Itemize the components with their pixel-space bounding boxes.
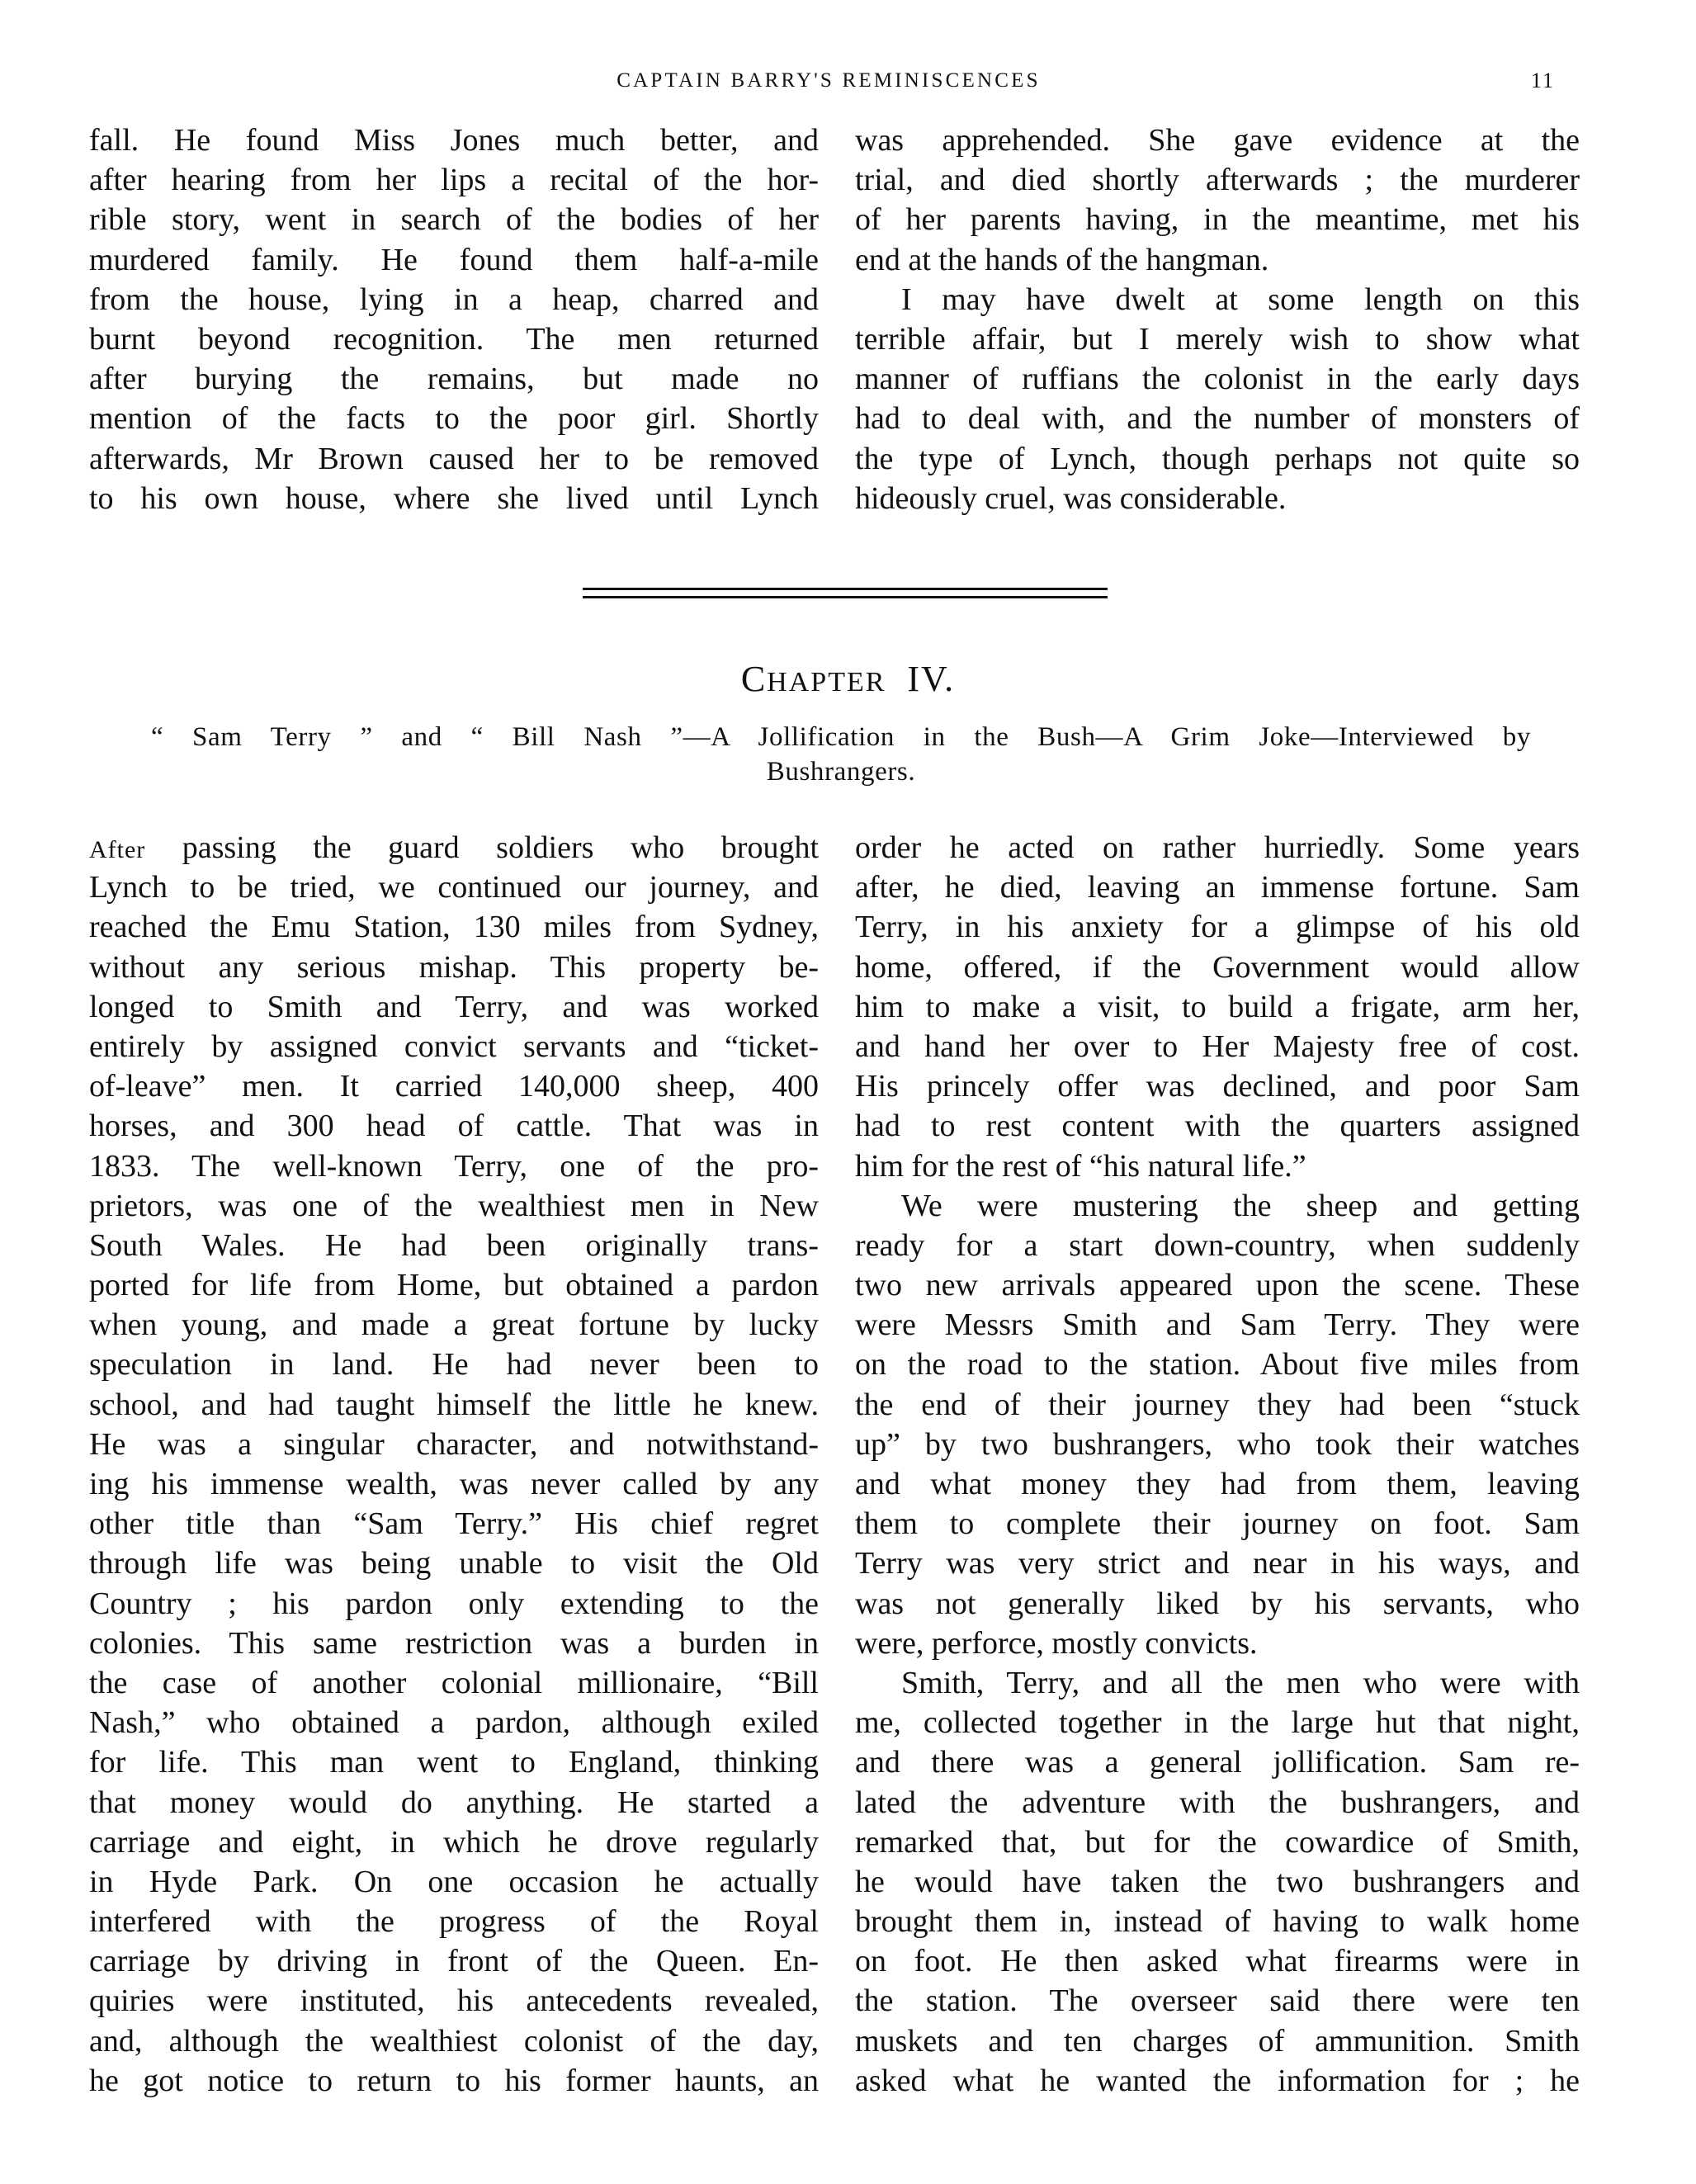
text-line-opening [89, 828, 819, 867]
text-line: was not generally liked by his servants, who [855, 1586, 1580, 1621]
text-line: carriage and eight, in which he drove regularly [89, 1824, 819, 1860]
text-line: ported for life from Home, but obtained a pardon [89, 1268, 819, 1303]
text-line: brought them in, instead of having to walk home [855, 1904, 1580, 1940]
text-line: up” by two bushrangers, who took their watches [855, 1426, 1580, 1462]
chapter-left-column [89, 828, 819, 2101]
text-line: that money would do anything. He started a [89, 1785, 819, 1820]
chapter-subtitle-line: Bushrangers. [766, 757, 916, 787]
text-line: horses, and 300 head of cattle. That was in [89, 1109, 819, 1144]
section-divider-rule [583, 588, 1108, 590]
text-line: speculation in land. He had never been to [89, 1347, 819, 1383]
text-line: were, perforce, mostly convicts. [855, 1625, 1258, 1661]
text-line: were Messrs Smith and Sam Terry. They were [855, 1307, 1580, 1343]
text-line: and, although the wealthiest colonist of the day, [89, 2023, 819, 2059]
text-line: ing his immense wealth, was never called by any [89, 1467, 819, 1501]
text-line: South Wales. He had been originally trans- [89, 1227, 819, 1263]
text-line: His princely offer was declined, and poor Sam [855, 1069, 1580, 1104]
text-line: Country ; his pardon only extending to the [89, 1586, 819, 1621]
text-line: was apprehended. She gave evidence at the [855, 123, 1580, 158]
text-line: of-leave” men. It carried 140,000 sheep, 400 [89, 1069, 819, 1104]
text-line: had to rest content with the quarters assigned [855, 1109, 1580, 1144]
text-line: of her parents having, in the meantime, met his [855, 202, 1580, 238]
text-line: he got notice to return to his former haunts, an [89, 2063, 819, 2098]
text-line: burnt beyond recognition. The men returned [89, 321, 819, 357]
continued-text-left-column [89, 121, 819, 518]
text-line: him to make a visit, to build a frigate, arm her, [855, 989, 1580, 1024]
text-line: ready for a start down-country, when suddenly [855, 1227, 1580, 1263]
text-line: colonies. This same restriction was a burden in [89, 1625, 819, 1661]
text-line: hideously cruel, was considerable. [855, 480, 1287, 516]
text-line: had to deal with, and the number of monsters of [855, 401, 1580, 437]
text-line: Terry was very strict and near in his ways, and [855, 1546, 1580, 1581]
text-line: remarked that, but for the cowardice of Smith, [855, 1824, 1580, 1860]
section-divider-rule [583, 596, 1108, 598]
text-line: lated the adventure with the bushrangers, and [855, 1785, 1580, 1820]
text-line: trial, and died shortly afterwards ; the murderer [855, 163, 1580, 198]
text-line: after burying the remains, but made no [89, 362, 819, 397]
page-number: 11 [1531, 69, 1556, 92]
text-line: I may have dwelt at some length on this [901, 281, 1580, 317]
text-line: for life. This man went to England, thinking [89, 1745, 819, 1780]
running-title: CAPTAIN BARRY'S REMINISCENCES [617, 69, 1041, 92]
text-line: and there was a general jollification. Sam re- [855, 1745, 1580, 1780]
chapter-number: IV. [907, 659, 956, 699]
text-line: We were mustering the sheep and getting [901, 1188, 1580, 1223]
text-line: on the road to the station. About five miles from [855, 1347, 1580, 1383]
text-line: murdered family. He found them half-a-mile [89, 242, 819, 277]
text-line: Lynch to be tried, we continued our journey, and [89, 870, 819, 905]
text-line: in Hyde Park. On one occasion he actually [89, 1864, 819, 1899]
text-line: Terry, in his anxiety for a glimpse of his old [855, 910, 1580, 945]
opening-smallcaps-word: After [89, 836, 146, 863]
text-line: school, and had taught himself the little he knew. [89, 1387, 819, 1422]
text-line: entirely by assigned convict servants and “ticket- [89, 1028, 819, 1064]
text-line: muskets and ten charges of ammunition. Smith [855, 2023, 1580, 2059]
text-line: and what money they had from them, leaving [855, 1467, 1580, 1501]
text-line: them to complete their journey on foot. Sam [855, 1506, 1580, 1542]
text-line: the station. The overseer said there were ten [855, 1983, 1580, 2019]
text-line: longed to Smith and Terry, and was worked [89, 989, 819, 1024]
chapter-title [0, 656, 1696, 706]
running-head [0, 66, 1696, 96]
text-line: afterwards, Mr Brown caused her to be removed [89, 441, 819, 476]
text-line: to his own house, where she lived until Lynch [89, 480, 819, 516]
text-line: prietors, was one of the wealthiest men in New [89, 1188, 819, 1223]
text-line: without any serious mishap. This property be- [89, 949, 819, 985]
text-line: through life was being unable to visit the Old [89, 1546, 819, 1581]
chapter-subtitle [151, 720, 1531, 789]
chapter-title-word: HAPTER [767, 667, 886, 697]
text-line: home, offered, if the Government would allow [855, 949, 1580, 985]
text-line: end at the hands of the hangman. [855, 242, 1269, 277]
text-line: He was a singular character, and notwithstand- [89, 1426, 819, 1462]
text-line: manner of ruffians the colonist in the early days [855, 362, 1580, 397]
text-line: Smith, Terry, and all the men who were with [901, 1665, 1580, 1700]
chapter-right-column [855, 828, 1580, 2101]
chapter-title-initial: C [740, 659, 768, 699]
text-line: quiries were instituted, his antecedents revealed, [89, 1983, 819, 2019]
continued-text-right-column [855, 121, 1580, 518]
opening-line-rest: passing the guard soldiers who brought [145, 830, 819, 865]
text-line: order he acted on rather hurriedly. Some years [855, 830, 1580, 865]
text-line: the end of their journey they had been “stuck [855, 1387, 1580, 1422]
text-line: reached the Emu Station, 130 miles from Sydney, [89, 910, 819, 945]
text-line: rible story, went in search of the bodies of her [89, 202, 819, 238]
text-line: the type of Lynch, though perhaps not quite so [855, 441, 1580, 476]
text-line: mention of the facts to the poor girl. Shortly [89, 401, 819, 437]
text-line: after hearing from her lips a recital of the hor- [89, 163, 819, 198]
text-line: after, he died, leaving an immense fortune. Sam [855, 870, 1580, 905]
chapter-subtitle-line: “ Sam Terry ” and “ Bill Nash ”—A Jollification in the Bush—A Grim Joke—Interviewed by [151, 722, 1531, 752]
text-line: other title than “Sam Terry.” His chief regret [89, 1506, 819, 1542]
text-line: Nash,” who obtained a pardon, although exiled [89, 1705, 819, 1741]
text-line: on foot. He then asked what firearms were in [855, 1944, 1580, 1979]
text-line: the case of another colonial millionaire, “Bill [89, 1665, 819, 1700]
text-line: and hand her over to Her Majesty free of cost. [855, 1028, 1580, 1064]
text-line: terrible affair, but I merely wish to show what [855, 321, 1580, 357]
text-line: from the house, lying in a heap, charred and [89, 281, 819, 317]
text-line: interfered with the progress of the Royal [89, 1904, 819, 1940]
text-line: 1833. The well-known Terry, one of the pro- [89, 1148, 819, 1184]
text-line: fall. He found Miss Jones much better, and [89, 123, 819, 158]
text-line: he would have taken the two bushrangers and [855, 1864, 1580, 1899]
text-line: when young, and made a great fortune by lucky [89, 1307, 819, 1343]
text-line: asked what he wanted the information for ; he [855, 2063, 1580, 2098]
text-line: two new arrivals appeared upon the scene. These [855, 1268, 1580, 1303]
text-line: him for the rest of “his natural life.” [855, 1148, 1306, 1184]
text-line: me, collected together in the large hut that night, [855, 1705, 1580, 1741]
text-line: carriage by driving in front of the Queen. En- [89, 1944, 819, 1979]
